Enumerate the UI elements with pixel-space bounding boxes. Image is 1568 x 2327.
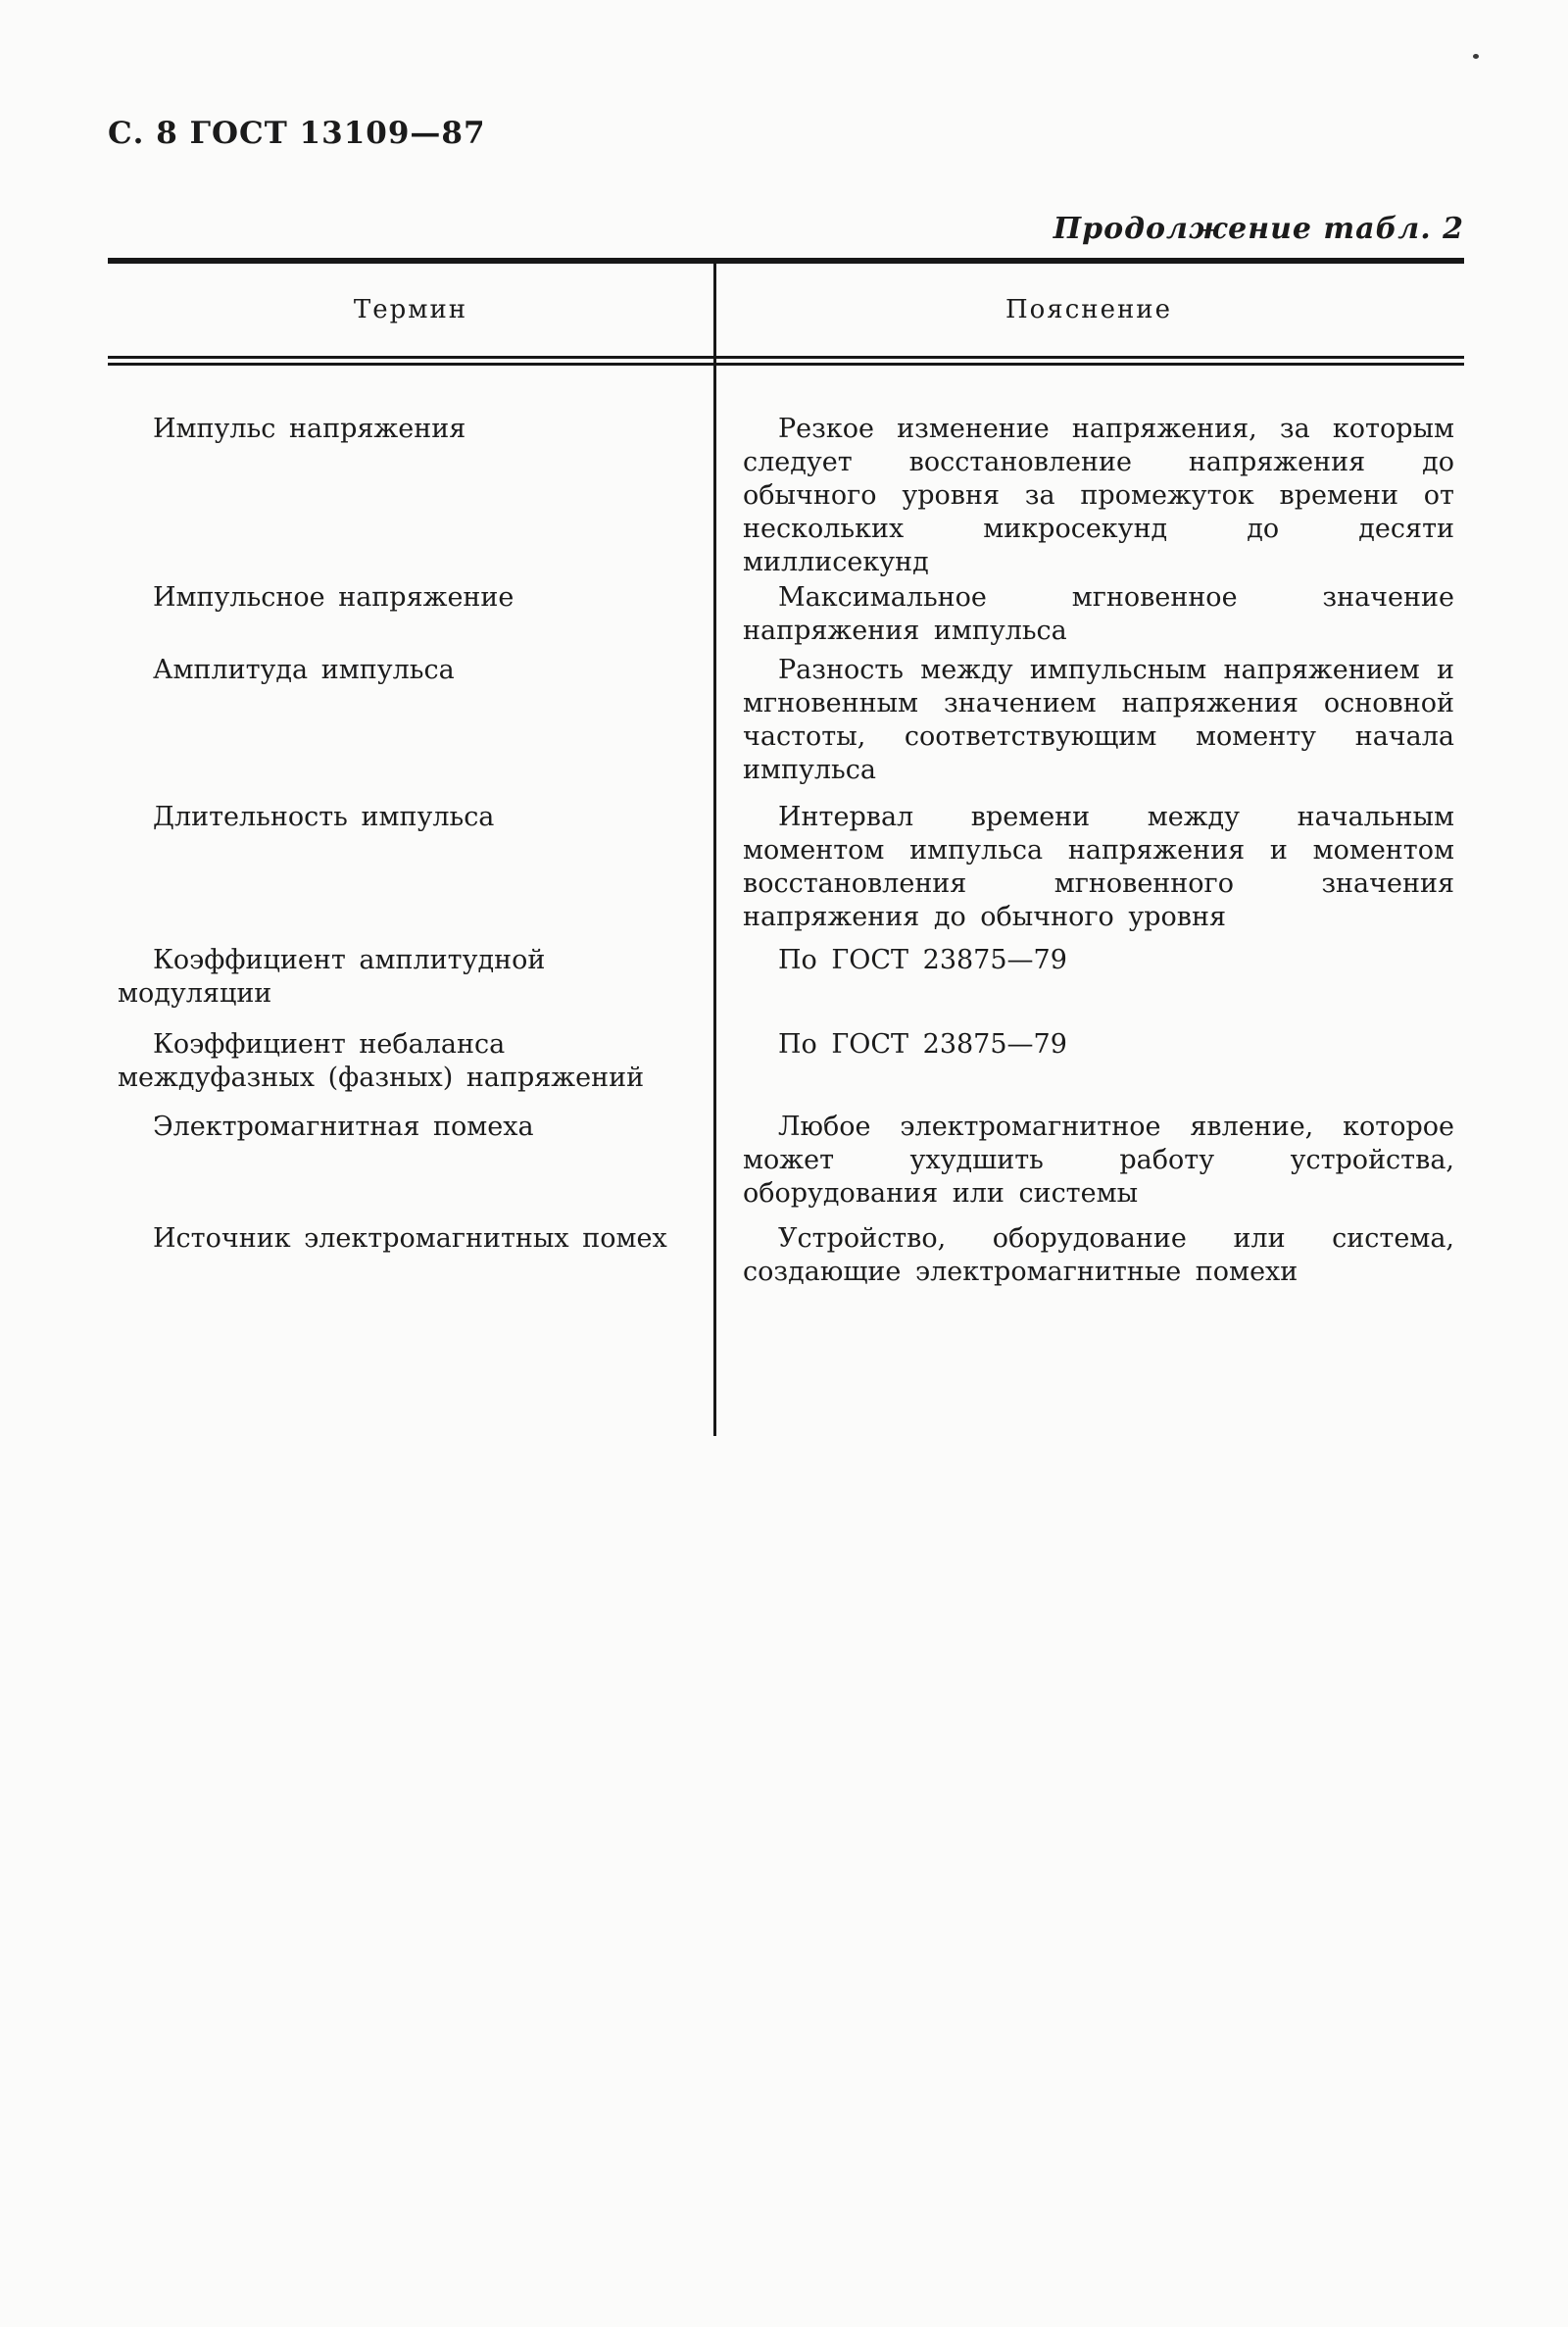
table-row: [108, 654, 1464, 787]
table-row: [108, 801, 1464, 934]
explanation-cell: По ГОСТ 23875—79: [778, 1029, 1067, 1060]
term-cell: Длительность импульса: [153, 802, 495, 832]
explanation-cell: Резкое изменение напряжения, за которым следует восстановление напряжения до обычного уровня за промежуток времени от нескольких микросекунд до десяти миллисекунд: [743, 414, 1454, 577]
scan-speck: [1473, 54, 1479, 59]
explanation-cell: Интервал времени между начальным моментом импульса напряжения и моментом восстановления мгновенного значения напряжения до обычного уровня: [743, 802, 1454, 932]
column-header-explanation: Пояснение: [1004, 295, 1173, 324]
table-body: [108, 366, 1464, 1436]
table-row: [108, 944, 1464, 1011]
table-row: [108, 1222, 1464, 1289]
term-cell: Коэффициент амплитудной модуляции: [118, 945, 546, 1009]
table-row: [108, 581, 1464, 648]
terms-table: [108, 258, 1464, 1436]
table-row: [108, 1028, 1464, 1095]
term-cell: Амплитуда импульса: [153, 655, 455, 685]
explanation-cell: Устройство, оборудование или система, создающие электромагнитные помехи: [743, 1223, 1454, 1287]
term-cell: Импульс напряжения: [153, 414, 466, 444]
table-caption: Продолжение табл. 2: [1053, 212, 1464, 246]
explanation-cell: Любое электромагнитное явление, которое может ухудшить работу устройства, оборудования или системы: [743, 1112, 1454, 1209]
explanation-cell: Разность между импульсным напряжением и мгновенным значением напряжения основной частоты, соответствующим моменту начала импульса: [743, 655, 1454, 785]
explanation-cell: Максимальное мгновенное значение напряжения импульса: [743, 582, 1454, 646]
page-header: С. 8 ГОСТ 13109—87: [108, 116, 486, 151]
explanation-cell: По ГОСТ 23875—79: [778, 945, 1067, 975]
column-divider: [713, 264, 716, 1436]
column-header-term: Термин: [353, 295, 468, 324]
table-row: [108, 413, 1464, 579]
table-header-row: [108, 264, 1464, 366]
term-cell: Электромагнитная помеха: [153, 1112, 534, 1142]
document-page: [108, 116, 1464, 1436]
term-cell: Коэффициент небаланса междуфазных (фазных) напряжений: [118, 1029, 645, 1093]
table-row: [108, 1111, 1464, 1211]
term-cell: Импульсное напряжение: [153, 582, 514, 613]
term-cell: Источник электромагнитных помех: [153, 1223, 667, 1254]
